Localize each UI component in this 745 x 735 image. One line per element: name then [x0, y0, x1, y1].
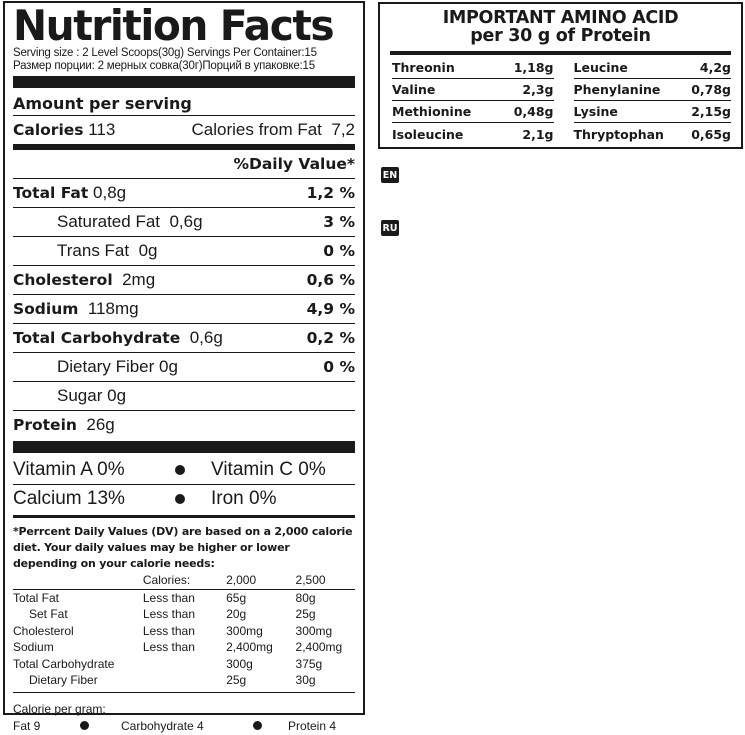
vitamin-row — [13, 485, 355, 513]
amino-acid-panel — [378, 2, 743, 149]
daily-value-label: %Daily Value* — [233, 155, 355, 173]
bullet-icon — [80, 721, 89, 730]
table-row: Set Fat Less than 20g 25g — [29, 607, 316, 621]
nutrient-label: Sugar — [57, 386, 103, 405]
amino-row: Thryptophan 0,65g — [573, 126, 731, 142]
language-tag-ru: RU — [381, 220, 399, 236]
bullet-icon — [175, 494, 185, 504]
nutrient-percent: 4,9 % — [306, 300, 355, 318]
nutrient-amount: 0,6g — [169, 212, 203, 231]
vitamin-row — [13, 456, 355, 484]
nutrient-amount: 0g — [138, 241, 158, 260]
bullet-icon — [175, 465, 185, 475]
serving-size-en: Serving size : 2 Level Scoops(30g) Servings Per Container:15 — [13, 47, 317, 59]
nutrient-label: Sodium — [13, 300, 79, 318]
amino-row: Phenylanine 0,78g — [574, 79, 732, 101]
nutrient-percent: 1,2 % — [306, 184, 355, 202]
calories-fat-label: Calories from Fat — [191, 120, 322, 139]
calories-fat-value: 7,2 — [331, 120, 355, 139]
serving-size-ru: Размер порции: 2 мерных совка(30г)Порций в упаковке:15 — [13, 60, 315, 72]
daily-value-footnote: *Perrcent Daily Values (DV) are based on a 2,000 calorie diet. Your daily values may be higher or lower depending on your calorie needs: — [13, 525, 353, 570]
amino-column-left — [392, 57, 562, 145]
nutrient-label: Total Fat — [13, 184, 89, 202]
nutrient-percent: 0,2 % — [306, 329, 355, 347]
nutrient-amount: 0,6g — [189, 328, 223, 347]
nutrient-row — [13, 179, 355, 207]
nutrient-percent: 0,6 % — [306, 271, 355, 289]
amino-row: Threonin 1,18g — [392, 57, 554, 79]
calories-row — [13, 116, 355, 144]
nutrient-label: Saturated Fat — [57, 212, 161, 231]
nutrient-amount: 0,8g — [93, 183, 127, 202]
iron: Iron 0% — [211, 488, 277, 509]
nutrient-amount: 0g — [159, 357, 178, 376]
fat-per-gram: Fat 9 — [13, 718, 41, 733]
daily-value-header — [13, 150, 355, 178]
language-tag-en: EN — [381, 167, 399, 183]
amino-row: Leucine 4,2g — [574, 57, 732, 79]
amino-title-line1: IMPORTANT AMINO ACID — [442, 8, 679, 28]
vitamin-c: Vitamin C 0% — [211, 459, 326, 480]
calories-value: 113 — [88, 120, 116, 139]
amount-per-serving: Amount per serving — [13, 93, 192, 113]
divider-thick — [13, 76, 355, 88]
daily-value-table — [13, 572, 355, 689]
table-row: Total Carbohydrate 300g 375g — [13, 656, 323, 671]
calorie-per-gram-row — [13, 717, 355, 735]
nutrient-amount: 0g — [107, 386, 127, 405]
amino-row: Valine 2,3g — [392, 79, 554, 101]
nutrient-percent: 0 % — [323, 358, 355, 376]
table-row: Dietary Fiber 25g 30g — [29, 673, 316, 687]
table-row: Cholesterol Less than 300mg 300mg — [13, 623, 333, 638]
carbohydrate-per-gram: Carbohydrate 4 — [121, 718, 204, 733]
nutrition-title: Nutrition Facts — [13, 1, 334, 50]
nutrient-label: Protein — [13, 416, 77, 434]
nutrient-label: Cholesterol — [13, 271, 113, 289]
amino-row: Isoleucine 2,1g — [392, 126, 554, 142]
nutrient-row — [13, 208, 355, 236]
nutrient-label: Trans Fat — [57, 241, 130, 260]
amino-row: Lysine 2,15g — [574, 101, 732, 123]
amino-row: Methionine 0,48g — [392, 101, 554, 123]
bullet-icon — [253, 721, 262, 730]
nutrition-facts-panel — [3, 1, 365, 733]
amino-table — [380, 55, 741, 145]
nutrient-percent: 3 % — [323, 213, 355, 231]
nutrient-row — [13, 353, 355, 381]
divider-thick — [13, 441, 355, 453]
nutrient-amount: 26g — [86, 415, 115, 434]
calcium: Calcium 13% — [13, 488, 125, 509]
nutrient-amount: 2mg — [122, 270, 156, 289]
protein-per-gram: Protein 4 — [288, 718, 337, 733]
amino-title-line2: per 30 g of Protein — [470, 26, 651, 46]
table-row: Sodium Less than 2,400mg 2,400mg — [13, 640, 343, 654]
vitamin-a: Vitamin A 0% — [13, 459, 125, 480]
nutrient-row — [13, 295, 355, 323]
calories-label: Calories — [13, 121, 84, 139]
nutrient-label: Dietary Fiber — [57, 357, 155, 376]
table-row: Total Fat Less than 65g 80g — [13, 590, 316, 605]
nutrient-row — [13, 382, 355, 410]
nutrient-row — [13, 411, 355, 439]
calorie-per-gram-label: Calorie per gram: — [13, 701, 106, 716]
nutrient-row — [13, 266, 355, 294]
amino-column-right — [562, 57, 732, 145]
nutrient-row — [13, 237, 355, 265]
nutrient-amount: 118mg — [87, 299, 139, 318]
nutrient-label: Total Carbohydrate — [13, 329, 181, 347]
divider-mid — [13, 515, 355, 518]
nutrient-percent: 0 % — [323, 242, 355, 260]
table-header: Calories: 2,000 2,500 — [142, 573, 326, 587]
nutrient-row — [13, 324, 355, 352]
